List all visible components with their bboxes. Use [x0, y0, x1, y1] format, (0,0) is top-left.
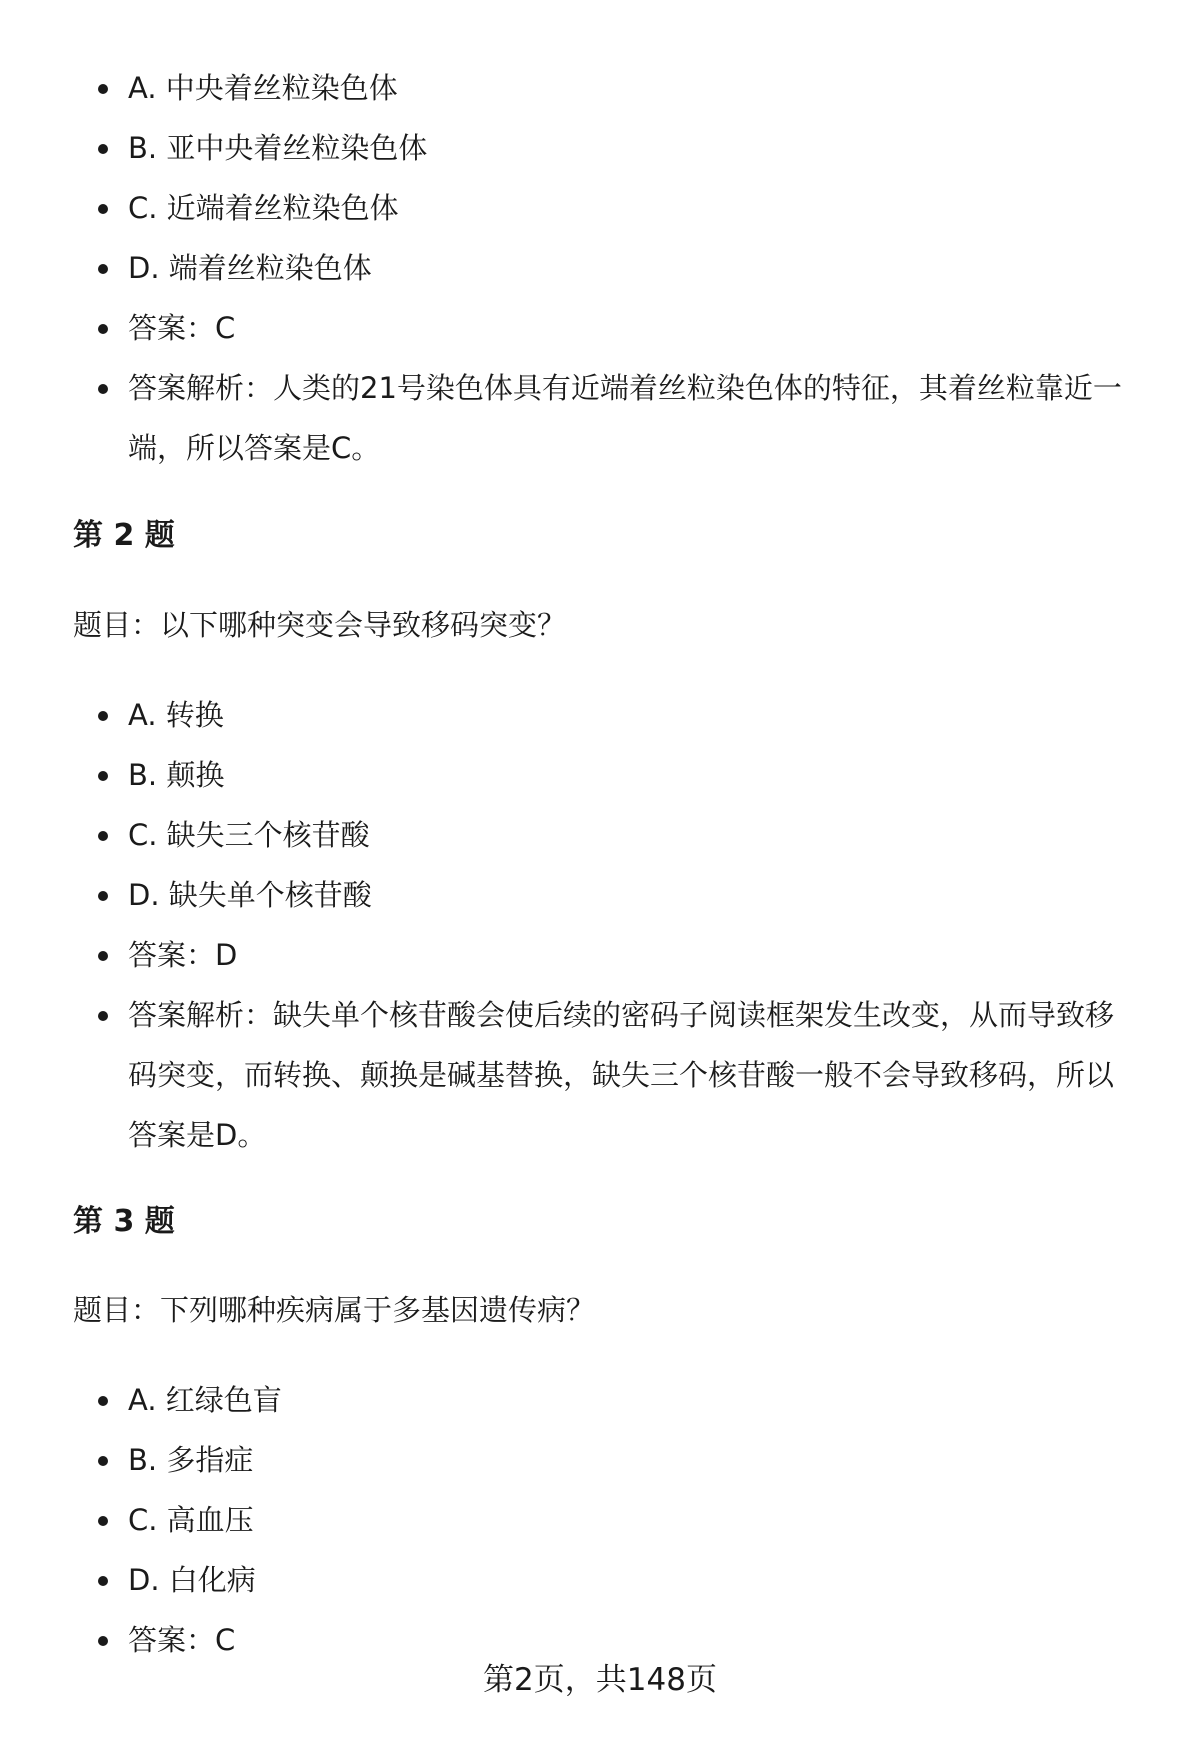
answer-item [0, 925, 1200, 985]
bullet-icon [98, 711, 108, 721]
bullet-icon [98, 1636, 108, 1646]
answer-text: 答案：C [128, 311, 236, 345]
list-item [0, 118, 1200, 178]
bullet-icon [98, 264, 108, 274]
list-item [0, 1370, 1200, 1430]
page-number: 第2页，共148页 [483, 1662, 717, 1698]
explanation-item [0, 985, 1200, 1165]
bullet-icon [98, 204, 108, 214]
bullet-icon [98, 1396, 108, 1406]
list-item [0, 1550, 1200, 1610]
explanation-text: 答案解析：缺失单个核苷酸会使后续的密码子阅读框架发生改变，从而导致移码突变，而转换、颠换是碱基替换，缺失三个核苷酸一般不会导致移码，所以答案是D。 [128, 998, 1115, 1152]
option-text: D. 缺失单个核苷酸 [128, 878, 372, 912]
list-item [0, 178, 1200, 238]
question-heading: 第 2 题 [73, 518, 175, 553]
question-heading: 第 3 题 [73, 1204, 175, 1239]
bullet-icon [98, 951, 108, 961]
option-text: A. 转换 [128, 698, 224, 732]
question-text: 题目：下列哪种疾病属于多基因遗传病？ [73, 1293, 596, 1327]
option-text: B. 颠换 [128, 758, 225, 792]
bullet-icon [98, 84, 108, 94]
option-text: C. 高血压 [128, 1503, 254, 1537]
bullet-icon [98, 771, 108, 781]
option-text: A. 红绿色盲 [128, 1383, 282, 1417]
list-item [0, 1490, 1200, 1550]
question-text: 题目：以下哪种突变会导致移码突变？ [73, 608, 567, 642]
bullet-icon [98, 831, 108, 841]
bullet-icon [98, 384, 108, 394]
option-text: D. 白化病 [128, 1563, 256, 1597]
list-item [0, 805, 1200, 865]
bullet-icon [98, 1516, 108, 1526]
answer-text: 答案：C [128, 1623, 236, 1657]
bullet-icon [98, 1011, 108, 1021]
answer-item [0, 298, 1200, 358]
option-list-q1 [0, 58, 1200, 478]
bullet-icon [98, 1576, 108, 1586]
bullet-icon [98, 324, 108, 334]
explanation-text: 答案解析：人类的21号染色体具有近端着丝粒染色体的特征，其着丝粒靠近一端，所以答案是C。 [128, 371, 1122, 465]
list-item [0, 1430, 1200, 1490]
option-text: B. 多指症 [128, 1443, 254, 1477]
option-text: A. 中央着丝粒染色体 [128, 71, 398, 105]
list-item [0, 58, 1200, 118]
list-item [0, 685, 1200, 745]
option-text: C. 缺失三个核苷酸 [128, 818, 370, 852]
option-list-q2 [0, 685, 1200, 1165]
option-text: C. 近端着丝粒染色体 [128, 191, 399, 225]
option-text: B. 亚中央着丝粒染色体 [128, 131, 428, 165]
bullet-icon [98, 144, 108, 154]
option-text: D. 端着丝粒染色体 [128, 251, 372, 285]
answer-text: 答案：D [128, 938, 238, 972]
list-item [0, 238, 1200, 298]
bullet-icon [98, 1456, 108, 1466]
list-item [0, 865, 1200, 925]
list-item [0, 745, 1200, 805]
option-list-q3 [0, 1370, 1200, 1670]
explanation-item [0, 358, 1200, 478]
bullet-icon [98, 891, 108, 901]
